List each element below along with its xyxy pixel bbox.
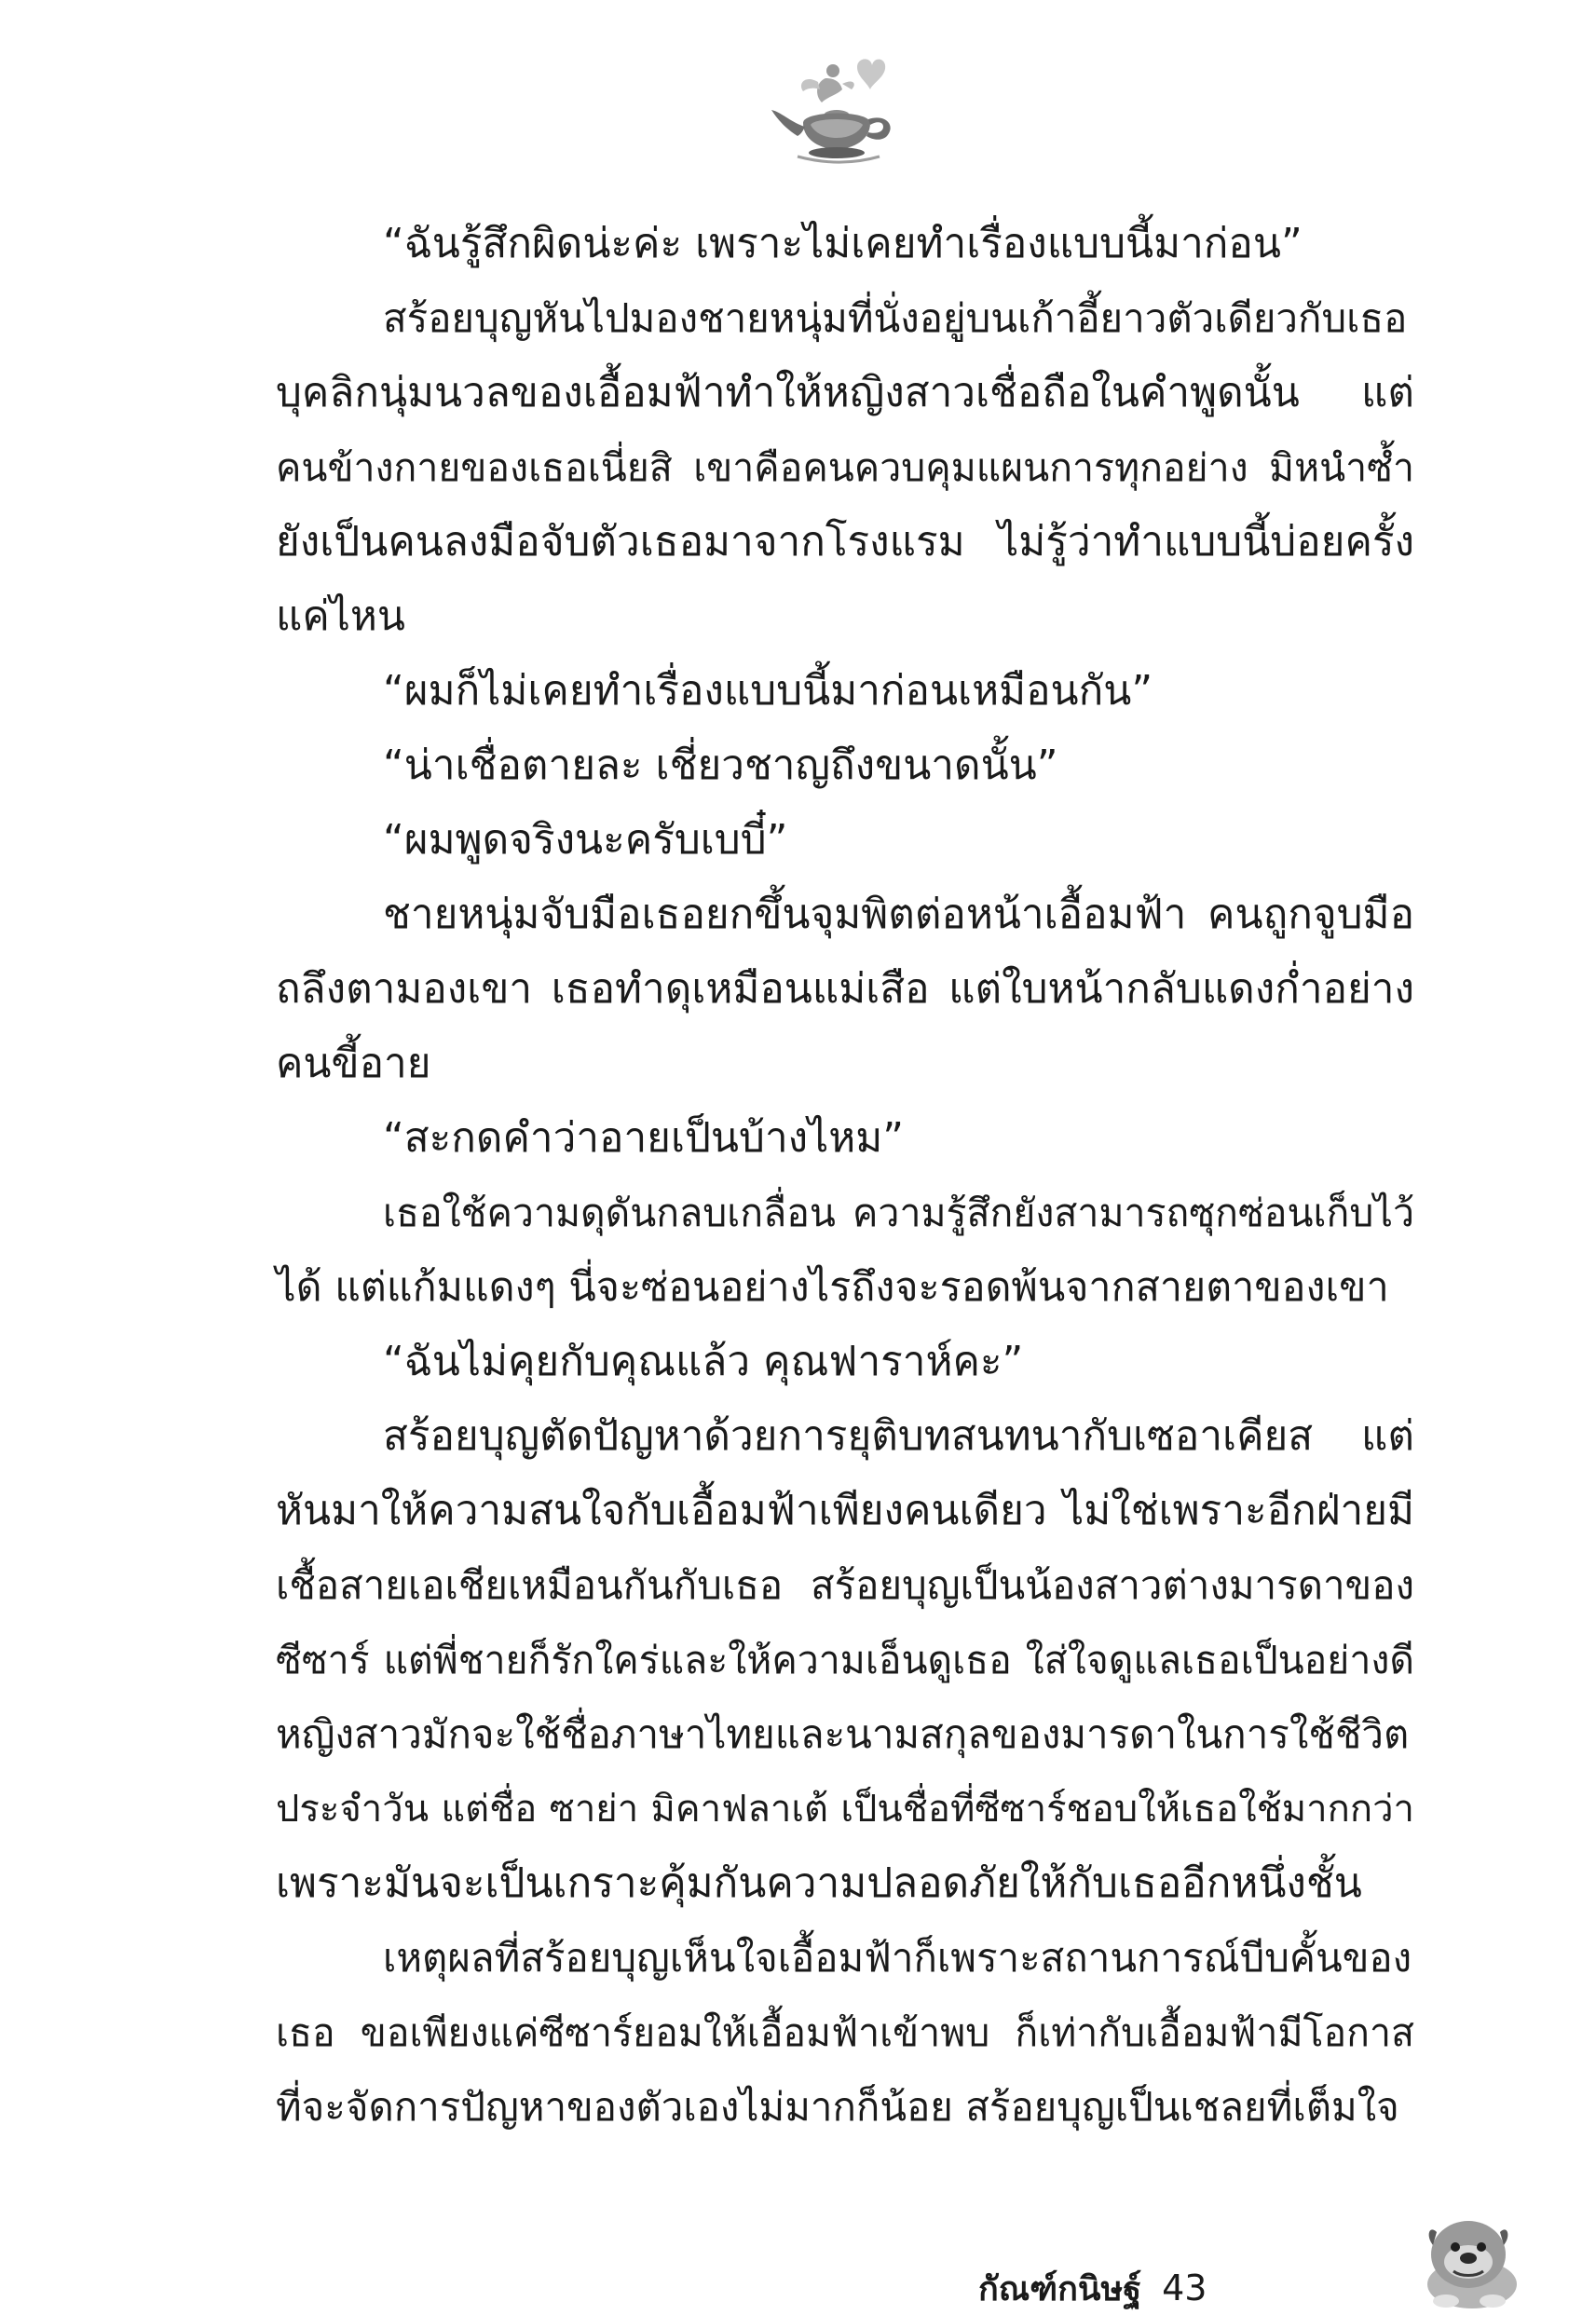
book-title: กัณฑ์กนิษฐ์ xyxy=(978,2269,1142,2308)
text-run: “สะกดคำว่าอายเป็นบ้างไหม” xyxy=(383,1114,905,1162)
text-line xyxy=(276,1697,1414,1772)
text-line xyxy=(276,1623,1414,1697)
text-run: เธอใช้ความดุดันกลบเกลื่อน ความรู้สึกยังสามารถซุกซ่อนเก็บไว้ xyxy=(383,1191,1414,1235)
text-line xyxy=(276,1772,1414,1846)
text-run: เหตุผลที่สร้อยบุญเห็นใจเอื้อมฟ้าก็เพราะสถานการณ์บีบคั้นของ xyxy=(383,1935,1412,1981)
body-text xyxy=(276,207,1414,2145)
text-run: แค่ไหน xyxy=(276,592,406,640)
bulldog-icon xyxy=(1409,2208,1530,2310)
text-line xyxy=(276,1250,1414,1325)
text-run: “น่าเชื่อตายละ เชี่ยวชาญถึงขนาดนั้น” xyxy=(383,742,1058,789)
text-line xyxy=(276,1474,1414,1548)
text-line xyxy=(276,1846,1414,1921)
text-line xyxy=(276,1548,1414,1623)
text-line xyxy=(276,505,1414,579)
text-run: ยังเป็นคนลงมือจับตัวเธอมาจากโรงแรม ไม่รู้ว่าทำแบบนี้บ่อยครั้ง xyxy=(276,518,1414,565)
text-run: “ผมก็ไม่เคยทำเรื่องแบบนี้มาก่อนเหมือนกัน” xyxy=(383,667,1153,715)
text-line xyxy=(276,1027,1414,1101)
text-run: ถลึงตามองเขา เธอทำดุเหมือนแม่เสือ แต่ใบหน้ากลับแดงก่ำอย่าง xyxy=(276,965,1414,1013)
text-line xyxy=(276,878,1414,952)
text-line xyxy=(276,1399,1414,1474)
text-line xyxy=(276,430,1414,505)
text-line xyxy=(276,729,1414,803)
text-run: ชายหนุ่มจับมือเธอยกขึ้นจุมพิตต่อหน้าเอื้อมฟ้า คนถูกจูบมือ xyxy=(383,891,1414,938)
text-line xyxy=(276,207,1414,281)
text-run: ซีซาร์ แต่พี่ชายก็รักใคร่และให้ความเอ็นดูเธอ ใส่ใจดูแลเธอเป็นอย่างดี xyxy=(276,1638,1414,1682)
text-line xyxy=(276,1921,1414,1995)
text-line xyxy=(276,579,1414,654)
text-run: ที่จะจัดการปัญหาของตัวเองไม่มากก็น้อย สร้อยบุญเป็นเชลยที่เต็มใจ xyxy=(276,2084,1399,2130)
teapot-angel-ornament-icon xyxy=(760,54,906,166)
text-run: บุคลิกนุ่มนวลของเอื้อมฟ้าทำให้หญิงสาวเชื่อถือในคำพูดนั้น แต่ xyxy=(276,369,1414,416)
text-line xyxy=(276,803,1414,878)
text-run: “ฉันรู้สึกผิดน่ะค่ะ เพราะไม่เคยทำเรื่องแบบนี้มาก่อน” xyxy=(383,220,1303,267)
text-run: “ฉันไม่คุยกับคุณแล้ว คุณฟาราห์คะ” xyxy=(383,1338,1024,1385)
text-line xyxy=(276,281,1414,356)
text-run: เธอ ขอเพียงแค่ซีซาร์ยอมให้เอื้อมฟ้าเข้าพบ ก็เท่ากับเอื้อมฟ้ามีโอกาส xyxy=(276,2010,1414,2055)
text-line xyxy=(276,2070,1414,2145)
text-run: หญิงสาวมักจะใช้ชื่อภาษาไทยและนามสกุลของมารดาในการใช้ชีวิต xyxy=(276,1711,1410,1757)
text-run: เชื้อสายเอเชียเหมือนกันกับเธอ สร้อยบุญเป็นน้องสาวต่างมารดาของ xyxy=(276,1562,1414,1608)
text-line xyxy=(276,654,1414,729)
page-number: 43 xyxy=(1162,2267,1207,2308)
text-line xyxy=(276,1995,1414,2070)
text-run: คนขี้อาย xyxy=(276,1040,431,1087)
text-line xyxy=(276,1176,1414,1250)
text-line xyxy=(276,1325,1414,1399)
text-line xyxy=(276,1101,1414,1176)
text-run: ได้ แต่แก้มแดงๆ นี่จะซ่อนอย่างไรถึงจะรอดพ้นจากสายตาของเขา xyxy=(276,1264,1389,1311)
text-line xyxy=(276,356,1414,430)
text-run: เพราะมันจะเป็นเกราะคุ้มกันความปลอดภัยให้กับเธออีกหนึ่งชั้น xyxy=(276,1859,1362,1907)
text-run: สร้อยบุญหันไปมองชายหนุ่มที่นั่งอยู่บนเก้าอี้ยาวตัวเดียวกับเธอ xyxy=(383,295,1408,341)
text-run: ประจำวัน แต่ชื่อ ซาย่า มิคาฟลาเต้ เป็นชื่อที่ซีซาร์ชอบให้เธอใช้มากกว่า xyxy=(276,1788,1414,1831)
text-run: “ผมพูดจริงนะครับเบบี๋” xyxy=(383,816,788,864)
text-line xyxy=(276,952,1414,1027)
page-footer xyxy=(978,2262,1207,2314)
text-run: หันมาให้ความสนใจกับเอื้อมฟ้าเพียงคนเดียว ไม่ใช่เพราะอีกฝ่ายมี xyxy=(276,1487,1414,1534)
text-run: สร้อยบุญตัดปัญหาด้วยการยุติบทสนทนากับเซอาเคียส แต่ xyxy=(383,1412,1414,1460)
text-run: คนข้างกายของเธอเนี่ยสิ เขาคือคนควบคุมแผนการทุกอย่าง มิหนำซ้ำ xyxy=(276,445,1414,490)
